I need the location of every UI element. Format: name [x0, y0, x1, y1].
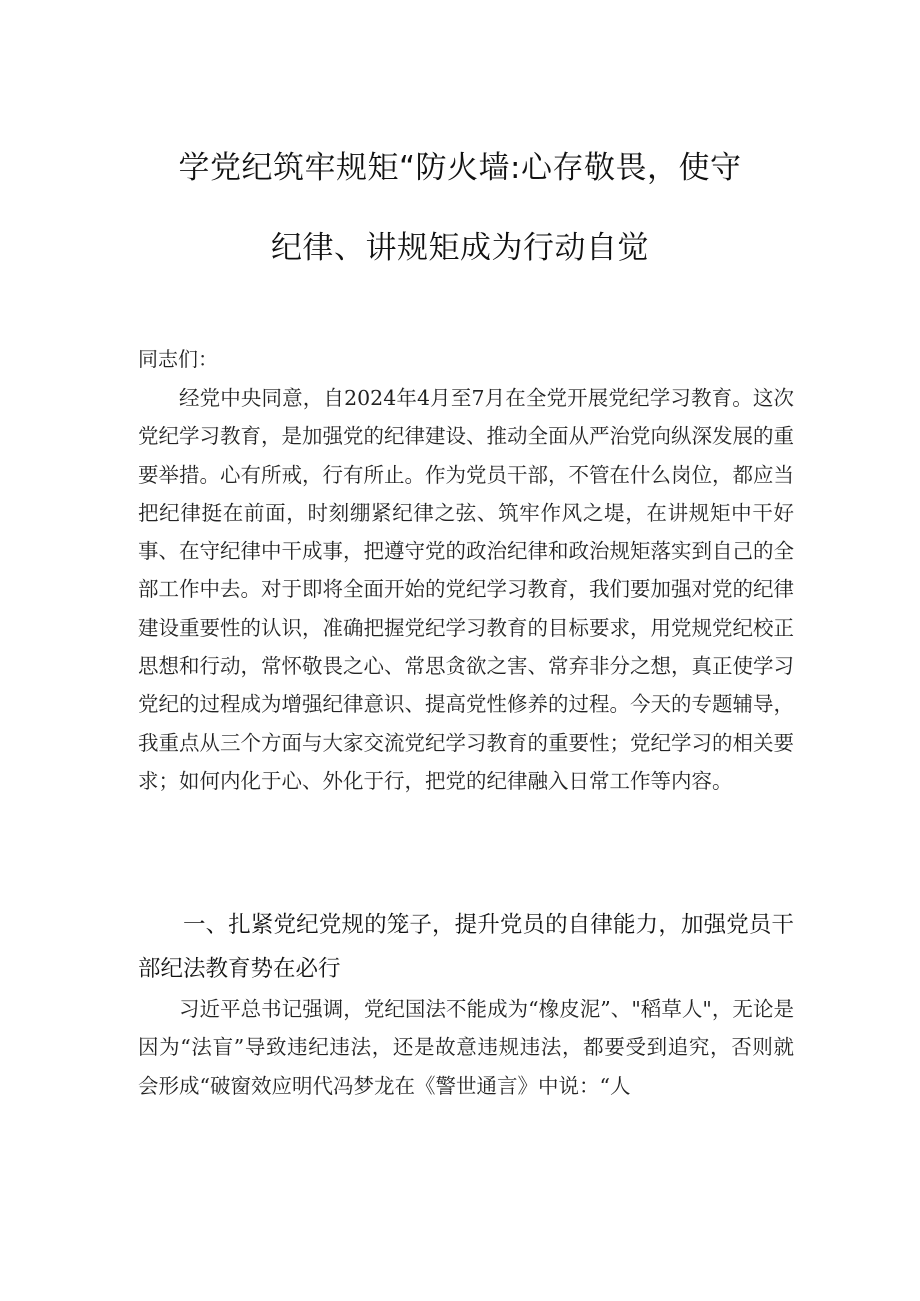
document-title-line-1: 学党纪筑牢规矩“防火墙:心存敬畏，使守	[178, 150, 742, 186]
paragraph-section-1: 习近平总书记强调，党纪国法不能成为“橡皮泥”、"稻草人"，无论是因为“法盲”导致违纪违法，还是故意违规违法，都要受到追究，否则就会形成“破窗效应明代冯梦龙在《警世通言》中说：“人	[138, 997, 794, 1098]
section-heading-1: 一、扎紧党纪党规的笼子，提升党员的自律能力，加强党员干部纪法教育势在必行	[138, 912, 794, 982]
paragraph-intro: 经党中央同意，自2024年4月至7月在全党开展党纪学习教育。这次党纪学习教育，是加强党的纪律建设、推动全面从严治党向纵深发展的重要举措。心有所戒，行有所止。作为党员干部，不管在什么岗位，都应当把纪律挺在前面，时刻绷紧纪律之弦、筑牢作风之堤，在讲规矩中干好事、在守纪律中干成事，把遵守党的政治纪律和政治规矩落实到自己的全部工作中去。对于即将全面开始的党纪学习教育，我们要加强对党的纪律建设重要性的认识，准确把握党纪学习教育的目标要求，用党规党纪校正思想和行动，常怀敬畏之心、常思贪欲之害、常弃非分之想，真正使学习党纪的过程成为增强纪律意识、提高党性修养的过程。今天的专题辅导，我重点从三个方面与大家交流党纪学习教育的重要性；党纪学习的相关要求；如何内化于心、外化于行，把党的纪律融入日常工作等内容。	[138, 386, 794, 793]
document-title-line-2: 纪律、讲规矩成为行动自觉	[271, 230, 649, 266]
salutation: 同志们：	[138, 347, 218, 371]
